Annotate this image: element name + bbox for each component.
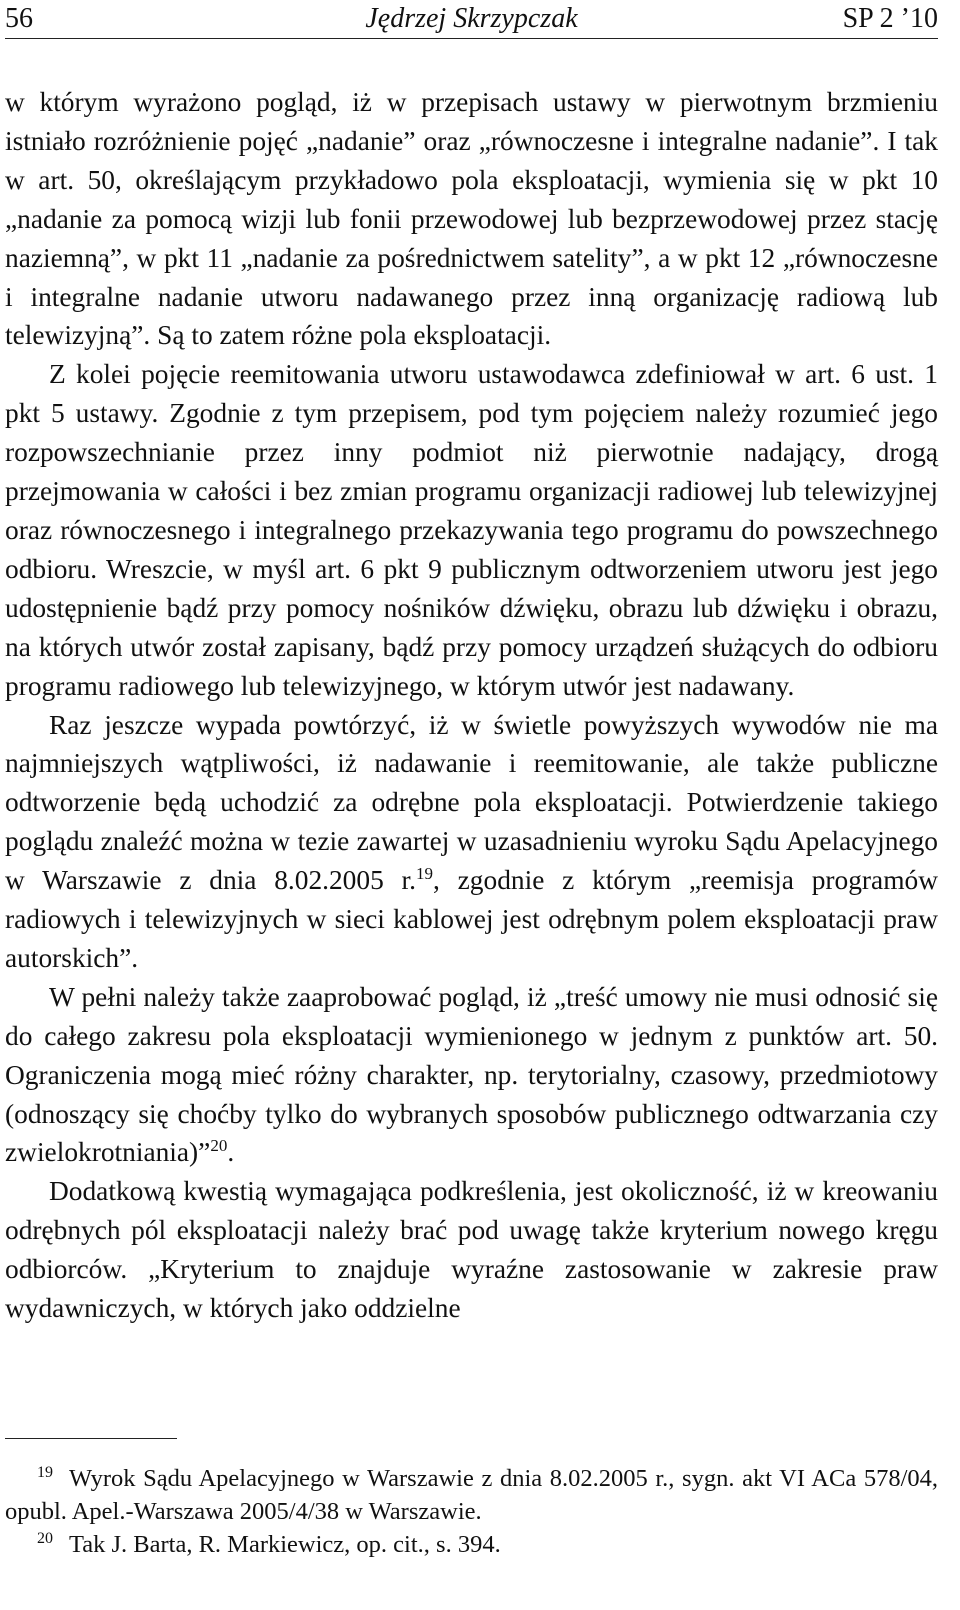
paragraph-1: w którym wyrażono pogląd, iż w przepisach ustawy w pierwotnym brzmieniu istniało rozróżnienie pojęć „nadanie” oraz „równoczesne i integralne nadanie”. I tak w art. 50, określającym przykładowo pola eksploatacji, wymienia się w pkt 10 „nadanie za pomocą wizji lub fonii przewodowej lub bezprzewodowej przez stację naziemną”, w pkt 11 „nadanie za pośrednictwem satelity”, a w pkt 12 „równoczesne i integralne nadanie utworu nadawanego przez inną organizację radiową lub telewizyjną”. Są to zatem różne pola eksploatacji. bbox=[5, 87, 938, 351]
footnote-19 bbox=[5, 1462, 938, 1528]
footnote-text: Wyrok Sądu Apelacyjnego w Warszawie z dnia 8.02.2005 r., sygn. akt VI ACa 578/04, opubl. Apel.-Warszawa 2005/4/38 w Warszawie. bbox=[5, 1465, 938, 1525]
paragraph-5: Dodatkową kwestią wymagająca podkreślenia, jest okoliczność, iż w kreowaniu odrębnych pól eksploatacji należy brać pod uwagę także kryterium nowego kręgu odbiorców. „Kryterium to znajduje wyraźne zastosowanie w zakresie praw wydawniczych, w których jako oddzielne bbox=[5, 1176, 938, 1324]
body-text bbox=[5, 83, 938, 1328]
footnote-divider bbox=[5, 1438, 177, 1439]
footnotes bbox=[5, 1462, 938, 1561]
footnote-text: Tak J. Barta, R. Markiewicz, op. cit., s. 394. bbox=[69, 1531, 501, 1558]
journal-issue: SP 2 ’10 bbox=[842, 3, 938, 34]
footnote-number: 19 bbox=[37, 1463, 53, 1481]
footnote-ref-20: 20 bbox=[210, 1136, 228, 1156]
running-header bbox=[5, 0, 938, 39]
paragraph-3 bbox=[5, 706, 938, 978]
paragraph-4-text: W pełni należy także zaaprobować pogląd, iż „treść umowy nie musi odnosić się do całego zakresu pola eksploatacji wymienionego w jednym z punktów art. 50. Ograniczenia mogą mieć różny charakter, np. terytorialny, czasowy, przedmiotowy (odnoszący się choćby tylko do wybranych sposobów publicznego odtwarzania czy zwielokrotniania)” bbox=[5, 981, 938, 1168]
paragraph-4 bbox=[5, 978, 938, 1173]
paragraph-4-text-end: . bbox=[227, 1137, 235, 1168]
footnote-20 bbox=[5, 1528, 938, 1561]
paragraph-2: Z kolei pojęcie reemitowania utworu ustawodawca zdefiniował w art. 6 ust. 1 pkt 5 ustawy. Zgodnie z tym przepisem, pod tym pojęciem należy rozumieć jego rozpowszechnianie przez inny podmiot niż pierwotnie nadający, drogą przejmowania w całości i bez zmian programu organizacji radiowej lub telewizyjnej oraz równoczesnego i integralnego przekazywania tego programu do powszechnego odbioru. Wreszcie, w myśl art. 6 pkt 9 publicznym odtworzeniem utworu jest jego udostępnienie bądź przy pomocy nośników dźwięku, obrazu lub dźwięku i obrazu, na których utwór został zapisany, bądź przy pomocy urządzeń służących do odbioru programu radiowego lub telewizyjnego, w którym utwór jest nadawany. bbox=[5, 359, 938, 701]
paragraph-3-text-end: , zgodnie z którym „reemisja programów radiowych i telewizyjnych w sieci kablowej jest odrębnym polem eksploatacji praw autorskich”. bbox=[5, 865, 938, 973]
paragraph-3-text: Raz jeszcze wypada powtórzyć, iż w świetle powyższych wywodów nie ma najmniejszych wątpliwości, iż nadawanie i reemitowanie, ale także publiczne odtworzenie będą uchodzić za odrębne pola eksploatacji. Potwierdzenie takiego poglądu znaleźć można w tezie zawartej w uzasadnieniu wyroku Sądu Apelacyjnego w Warszawie z dnia 8.02.2005 r. bbox=[5, 709, 938, 896]
footnote-number: 20 bbox=[37, 1529, 53, 1547]
footnote-ref-19: 19 bbox=[416, 864, 434, 883]
page-number: 56 bbox=[5, 3, 33, 34]
running-author: Jędrzej Skrzypczak bbox=[365, 3, 578, 34]
